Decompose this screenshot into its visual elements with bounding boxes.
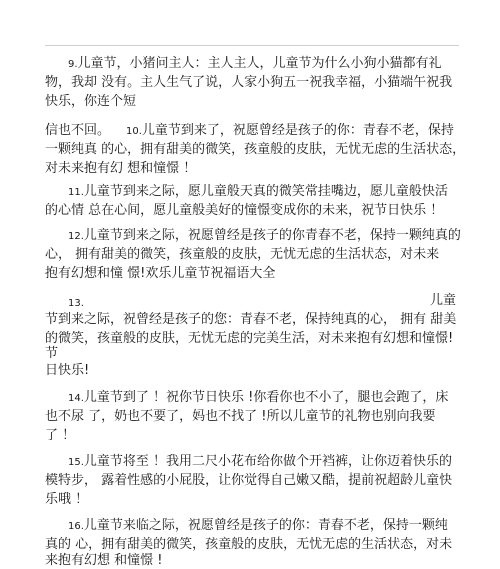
text-line: 日快乐! <box>45 363 90 378</box>
text-line: 了 ！ <box>45 428 76 443</box>
text-line: 节 <box>45 346 59 361</box>
item-number: 10. <box>126 126 142 137</box>
text-line: 一颗纯真 的心，拥有甜美的微笑，孩童般的皮肤，无忧无虑的生活状态， <box>45 142 466 157</box>
text-line: 的心情 总在心间，愿儿童般美好的憧憬变成你的未来，祝节日快乐 ！ <box>45 203 444 218</box>
item-number: 12. <box>68 231 84 242</box>
item-number: 16. <box>68 521 84 532</box>
line-text: 儿童节，小猪问主人：主人主人，儿童节为什么小狗小猫都有礼 <box>77 56 442 71</box>
text-line <box>45 123 454 140</box>
text-line <box>68 295 84 312</box>
line-text: 信也不回。 <box>45 123 111 138</box>
item-number: 9. <box>68 59 78 70</box>
text-line: 的微笑，孩童般的皮肤，无忧无虑的完美生活，对未来抱有幻想和憧憬! <box>45 331 454 346</box>
line-text: 儿童节到了 ！祝你节日快乐 !你看你也不小了，腿也会跑了，床 <box>83 390 449 405</box>
line-text: 儿童节将至 ！我用二尺小花布给你做个开裆裤，让你迈着快乐的 <box>83 454 453 469</box>
text-line: 真的 心，拥有甜美的微笑，孩童般的皮肤，无忧无虑的生活状态，对未 <box>45 537 453 552</box>
text-line: 模特步， 露着性感的小屁股，让你觉得自己嫩又酷，提前祝超龄儿童快 <box>45 473 453 488</box>
text-line: 来抱有幻想 和憧憬 ! <box>45 553 163 568</box>
text-line <box>68 228 461 245</box>
line-text: 儿童节来临之际，祝愿曾经是孩子的你：青春不老，保持一颗纯 <box>83 518 448 533</box>
item-number: 15. <box>68 457 84 468</box>
text-line: 对未来抱有幻 想和憧憬 ！ <box>45 161 197 176</box>
text-line: 心， 拥有甜美的微笑，孩童般的皮肤，无忧无虑的生活状态，对未来 <box>45 247 440 262</box>
text-line: 节到来之际，祝曾经是孩子的您：青春不老，保持纯真的心， 拥有 甜美 <box>45 312 457 327</box>
text-line <box>68 518 448 535</box>
text-line: 儿童 <box>430 293 457 308</box>
item-number: 14. <box>68 393 84 404</box>
top-rule <box>45 45 459 46</box>
item-number: 13. <box>68 298 84 309</box>
text-line: 乐哦 ！ <box>45 492 89 507</box>
text-line <box>68 56 442 73</box>
text-line: 抱有幻想和憧 憬!欢乐儿童节祝福语大全 <box>45 266 276 281</box>
text-line: 物，我却 没有。主人生气了说，人家小狗五一祝我幸福，小猫端午祝我 <box>45 75 453 90</box>
line-text: 儿童节到来了，祝愿曾经是孩子的你：青春不老，保持 <box>141 123 454 138</box>
text-line: 快乐，你连个短 <box>45 94 137 109</box>
line-text: 儿童节到来之际，祝愿曾经是孩子的你青春不老，保持一颗纯真的 <box>83 228 461 243</box>
text-line: 也不尿 了，奶也不要了，妈也不找了 !所以儿童节的礼物也别向我要 <box>45 409 436 424</box>
text-line <box>68 390 448 407</box>
line-text: 儿童节到来之际，愿儿童般天真的微笑常挂嘴边，愿儿童般快活 <box>83 184 448 199</box>
item-number: 11. <box>68 187 84 198</box>
text-line <box>68 184 448 201</box>
text-line <box>68 454 452 471</box>
